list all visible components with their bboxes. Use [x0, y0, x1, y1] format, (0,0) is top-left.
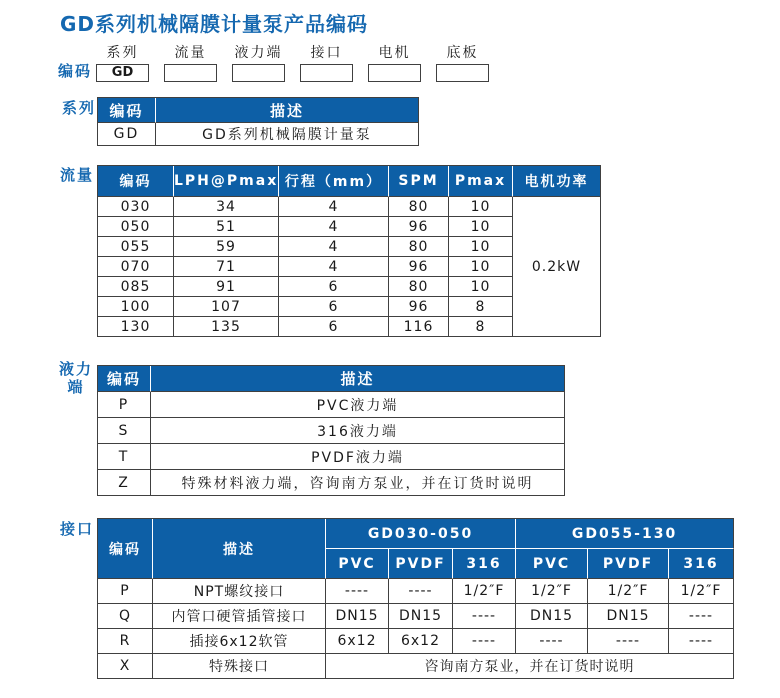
section-label-line: 端 [67, 378, 85, 396]
interface-value: ---- [669, 629, 734, 654]
interface-table [97, 518, 734, 679]
code-field-label: 流量 [174, 45, 207, 61]
code-row-label: 编码 [58, 62, 93, 80]
column-header: 编码 [98, 519, 153, 579]
code-field-baseplate [436, 42, 489, 82]
hydraulic-code: Z [98, 470, 151, 496]
flow-pmax: 8 [449, 297, 513, 317]
flow-stroke: 6 [279, 297, 389, 317]
column-header: SPM [389, 166, 449, 197]
flow-lph: 107 [174, 297, 279, 317]
interface-value: DN15 [588, 604, 669, 629]
hydraulic-description: 316液力端 [151, 418, 565, 444]
column-header: 描述 [151, 366, 565, 392]
interface-merged-note: 咨询南方泵业，并在订货时说明 [326, 654, 734, 679]
flow-spm: 96 [389, 217, 449, 237]
interface-value: 1/2″F [588, 579, 669, 604]
hydraulic-code: S [98, 418, 151, 444]
flow-table [97, 165, 601, 337]
flow-lph: 51 [174, 217, 279, 237]
series-table [97, 97, 419, 146]
interface-value: 1/2″F [453, 579, 516, 604]
flow-spm: 96 [389, 257, 449, 277]
subcolumn-header: PVDF [389, 549, 453, 579]
flow-spm: 80 [389, 277, 449, 297]
table-row [98, 392, 565, 418]
code-field-label: 接口 [310, 45, 343, 61]
column-header: Pmax [449, 166, 513, 197]
table-row [98, 654, 734, 679]
column-header: 电机功率 [513, 166, 601, 197]
page-title: GD系列机械隔膜计量泵产品编码 [60, 12, 369, 36]
column-header: 描述 [153, 519, 326, 579]
motor-power-value: 0.2kW [513, 197, 601, 337]
hydraulic-code: P [98, 392, 151, 418]
interface-value: 6x12 [389, 629, 453, 654]
interface-value: 1/2″F [669, 579, 734, 604]
series-description: GD系列机械隔膜计量泵 [156, 123, 419, 146]
interface-value: DN15 [516, 604, 588, 629]
interface-description: 特殊接口 [153, 654, 326, 679]
code-box-series: GD [96, 64, 149, 82]
interface-description: 插接6x12软管 [153, 629, 326, 654]
interface-description: 内管口硬管插管接口 [153, 604, 326, 629]
interface-value: ---- [453, 629, 516, 654]
flow-pmax: 10 [449, 257, 513, 277]
series-code: GD [98, 123, 156, 146]
hydraulic-description: PVDF液力端 [151, 444, 565, 470]
flow-spm: 80 [389, 237, 449, 257]
subcolumn-header: 316 [669, 549, 734, 579]
code-field-flow [164, 42, 217, 82]
interface-value: ---- [669, 604, 734, 629]
interface-value: DN15 [389, 604, 453, 629]
table-row [98, 604, 734, 629]
group-header-gd030-050: GD030-050 [326, 519, 516, 549]
column-header: 描述 [156, 98, 419, 123]
flow-stroke: 4 [279, 237, 389, 257]
flow-code: 030 [98, 197, 174, 217]
interface-value: ---- [516, 629, 588, 654]
flow-lph: 91 [174, 277, 279, 297]
flow-pmax: 10 [449, 217, 513, 237]
interface-code: Q [98, 604, 153, 629]
interface-value: 1/2″F [516, 579, 588, 604]
flow-stroke: 4 [279, 257, 389, 277]
flow-lph: 34 [174, 197, 279, 217]
column-header: 编码 [98, 166, 174, 197]
column-header: 编码 [98, 366, 151, 392]
code-field-series [96, 42, 149, 82]
flow-spm: 116 [389, 317, 449, 337]
flow-pmax: 10 [449, 197, 513, 217]
subcolumn-header: 316 [453, 549, 516, 579]
interface-value: ---- [588, 629, 669, 654]
interface-code: P [98, 579, 153, 604]
section-label-interface: 接口 [60, 520, 95, 538]
group-header-gd055-130: GD055-130 [516, 519, 734, 549]
section-label-series: 系列 [62, 99, 97, 117]
flow-code: 050 [98, 217, 174, 237]
subcolumn-header: PVC [326, 549, 389, 579]
section-label-line: 液力 [58, 360, 93, 378]
subcolumn-header: PVDF [588, 549, 669, 579]
code-box-motor [368, 64, 421, 82]
flow-stroke: 4 [279, 217, 389, 237]
flow-lph: 135 [174, 317, 279, 337]
code-field-label: 液力端 [234, 45, 283, 61]
flow-lph: 71 [174, 257, 279, 277]
flow-code: 070 [98, 257, 174, 277]
flow-pmax: 10 [449, 237, 513, 257]
table-row [98, 470, 565, 496]
code-box-flow [164, 64, 217, 82]
column-header: 行程（mm） [279, 166, 389, 197]
hydraulic-description: PVC液力端 [151, 392, 565, 418]
interface-value: ---- [326, 579, 389, 604]
subcolumn-header: PVC [516, 549, 588, 579]
table-row [98, 444, 565, 470]
interface-value: 6x12 [326, 629, 389, 654]
flow-code: 100 [98, 297, 174, 317]
code-field-label: 系列 [106, 45, 139, 61]
interface-value: DN15 [326, 604, 389, 629]
code-box-interface [300, 64, 353, 82]
code-box-hydraulic-end [232, 64, 285, 82]
table-row [98, 418, 565, 444]
flow-spm: 80 [389, 197, 449, 217]
interface-code: R [98, 629, 153, 654]
section-label-hydraulic-end [52, 360, 100, 396]
table-row [98, 629, 734, 654]
interface-description: NPT螺纹接口 [153, 579, 326, 604]
flow-code: 130 [98, 317, 174, 337]
table-row [98, 197, 601, 217]
flow-stroke: 6 [279, 317, 389, 337]
flow-pmax: 10 [449, 277, 513, 297]
flow-code: 085 [98, 277, 174, 297]
code-field-label: 底板 [446, 45, 479, 61]
flow-pmax: 8 [449, 317, 513, 337]
hydraulic-description: 特殊材料液力端，咨询南方泵业，并在订货时说明 [151, 470, 565, 496]
flow-stroke: 4 [279, 197, 389, 217]
code-field-hydraulic-end [232, 42, 285, 82]
interface-value: ---- [453, 604, 516, 629]
code-field-motor [368, 42, 421, 82]
product-code-diagram [58, 42, 489, 82]
column-header: LPH@Pmax [174, 166, 279, 197]
section-label-flow: 流量 [60, 166, 95, 184]
hydraulic-code: T [98, 444, 151, 470]
flow-spm: 96 [389, 297, 449, 317]
interface-code: X [98, 654, 153, 679]
code-field-label: 电机 [378, 45, 411, 61]
flow-lph: 59 [174, 237, 279, 257]
column-header: 编码 [98, 98, 156, 123]
table-row [98, 579, 734, 604]
flow-code: 055 [98, 237, 174, 257]
table-row [98, 123, 419, 146]
interface-value: ---- [389, 579, 453, 604]
code-field-interface [300, 42, 353, 82]
code-box-baseplate [436, 64, 489, 82]
flow-stroke: 6 [279, 277, 389, 297]
hydraulic-end-table [97, 365, 565, 496]
